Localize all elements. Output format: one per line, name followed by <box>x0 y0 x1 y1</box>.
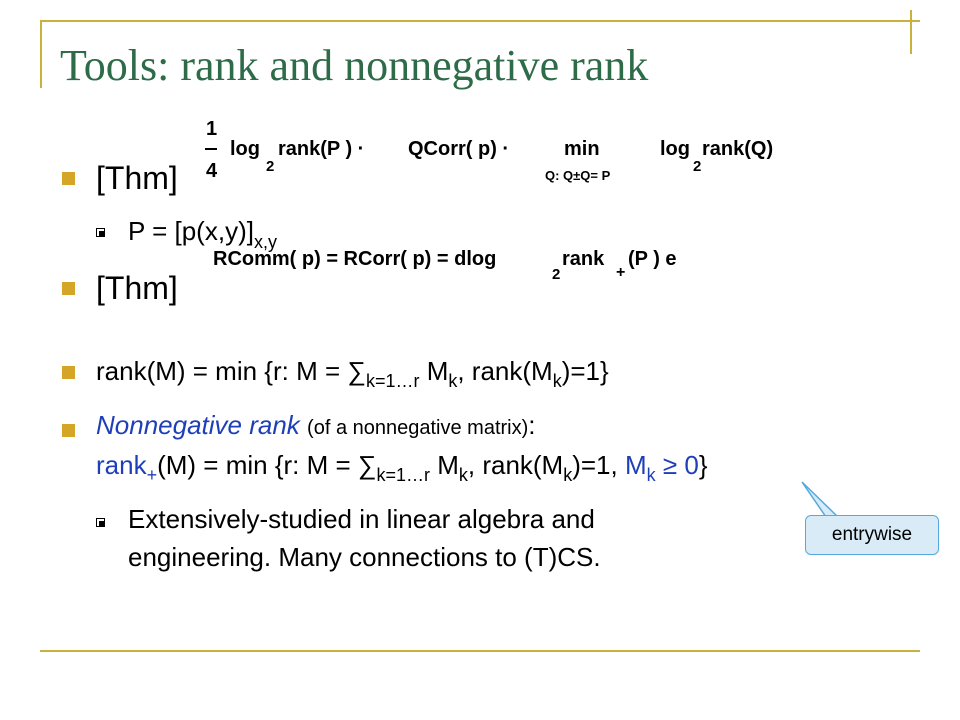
eq1-frac-line <box>205 148 217 150</box>
bullet-marker <box>62 282 75 295</box>
eq1-log2: log <box>660 138 690 160</box>
rank-def-b: M <box>419 356 449 386</box>
nonneg-label: Nonnegative rank <box>96 410 300 440</box>
bullet-marker <box>62 172 75 185</box>
rank-def-sigma-sub: k=1…r <box>365 371 420 391</box>
eq2-sub: 2 <box>552 266 561 283</box>
sub2-line2: engineering. Many connections to (T)CS. <box>128 542 601 572</box>
eq1-min-sub: Q: Q±Q= P <box>545 168 611 183</box>
eq2-plus: + <box>616 264 626 281</box>
rank-def-a: rank(M) = min {r: M = <box>96 356 348 386</box>
eq1-min: min <box>564 138 600 160</box>
nonneg-plus: + <box>146 465 158 485</box>
eq1-qcorr: QCorr( p) · <box>408 138 510 160</box>
subbullet-marker <box>96 228 105 237</box>
top-rule <box>40 20 920 22</box>
eq1-frac-den: 4 <box>206 160 218 182</box>
nonneg-close: } <box>698 450 708 480</box>
nonneg-def-c: M <box>429 450 459 480</box>
bullet-marker <box>62 424 75 437</box>
rank-def-d: )=1} <box>561 356 609 386</box>
nonneg-blue-sub: k <box>646 465 656 485</box>
bullet-marker <box>62 366 75 379</box>
thm1-label: [Thm] <box>96 160 178 196</box>
eq1-frac-num: 1 <box>206 118 218 140</box>
nonneg-definition <box>96 450 708 485</box>
nonneg-heading <box>96 410 536 441</box>
sigma-symbol: ∑ <box>347 356 366 386</box>
sub1-sub: x,y <box>253 232 277 252</box>
subbullet-marker <box>96 518 105 527</box>
eq2-lhs: RComm( p) = RCorr( p) = dlog <box>213 248 497 270</box>
rank-def-b-sub: k <box>448 371 458 391</box>
slide-title: Tools: rank and nonnegative rank <box>60 41 649 90</box>
top-right-rule <box>910 10 912 54</box>
eq1-log: log <box>230 138 260 160</box>
rank-definition <box>96 356 609 391</box>
rank-def-c-sub: k <box>552 371 562 391</box>
nonneg-def-d: , rank(M <box>467 450 564 480</box>
sub2-line1: Extensively-studied in linear algebra and <box>128 504 595 534</box>
bottom-rule <box>40 650 920 652</box>
nonneg-colon: : <box>528 410 536 440</box>
eq1-rankQ: rank(Q) <box>702 138 774 160</box>
nonneg-blue-m: M <box>624 450 647 480</box>
left-rule <box>40 20 42 88</box>
callout-pointer <box>798 480 838 520</box>
rank-def-c: , rank(M <box>457 356 553 386</box>
eq2-tail: (P ) e <box>628 248 677 270</box>
eq1-log-sub: 2 <box>266 158 275 175</box>
nonneg-paren: (of a nonnegative matrix) <box>307 417 529 439</box>
nonneg-def-d-sub: k <box>563 465 573 485</box>
thm2-label: [Thm] <box>96 270 178 306</box>
eq1-rankP: rank(P ) · <box>278 138 365 160</box>
nonneg-sigma-sub: k=1…r <box>376 465 430 485</box>
nonneg-blue-tail: ≥ 0 <box>655 450 699 480</box>
entrywise-callout: entrywise <box>805 515 939 555</box>
nonneg-def-e: )=1, <box>572 450 625 480</box>
eq1-log2-sub: 2 <box>693 158 702 175</box>
nonneg-def-c-sub: k <box>458 465 468 485</box>
nonneg-def-b: (M) = min {r: M = <box>157 450 358 480</box>
eq2-rank: rank <box>562 248 605 270</box>
sub1-text <box>128 216 277 252</box>
nonneg-rank-word: rank <box>96 450 147 480</box>
sigma-symbol: ∑ <box>357 450 377 480</box>
sub1-main: P = [p(x,y)] <box>128 216 254 246</box>
